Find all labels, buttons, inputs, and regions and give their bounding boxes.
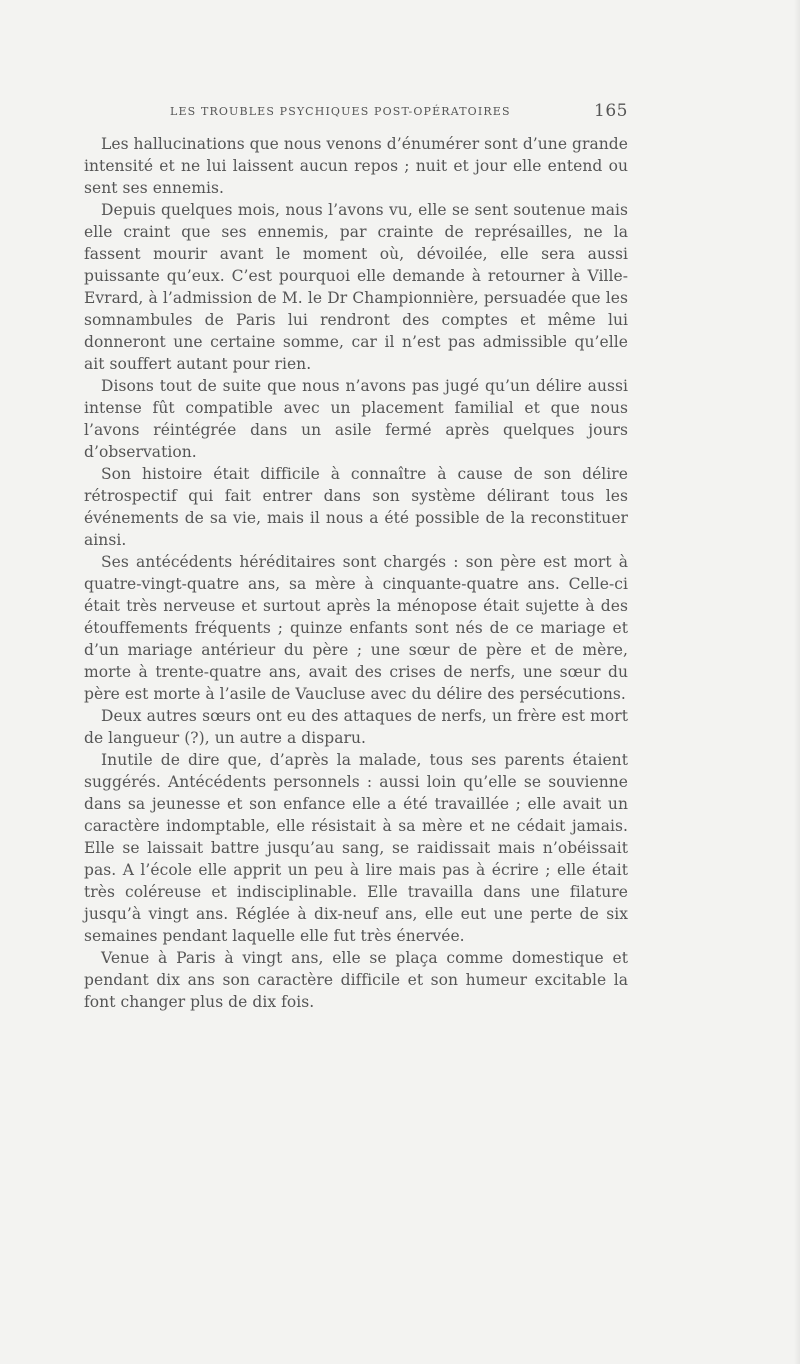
paragraph-hallucinations: Les hallucinations que nous venons d’énumérer sont d’une grande intensité et ne lui laissent aucun repos ; nuit et jour elle entend ou sent ses ennemis. xyxy=(84,135,628,197)
page-number: 165 xyxy=(594,101,628,121)
paragraph-antecedents-hereditaires: Ses antécédents héréditaires sont chargés : son père est mort à quatre-vingt-quatre ans, sa mère à cinquante-quatre ans. Celle-ci était très nerveuse et surtout après la ménopose était sujette à des étouffements fréquents ; quinze enfants sont nés de ce mariage et d’un mariage antérieur du père ; une sœur de père et de mère, morte à trente-quatre ans, avait des crises de nerfs, une sœur du père est morte à l’asile de Vaucluse avec du délire des persécutions. xyxy=(84,553,628,703)
running-head: LES TROUBLES PSYCHIQUES POST-OPÉRATOIRES xyxy=(170,105,511,118)
paragraph-venue-a-paris: Venue à Paris à vingt ans, elle se plaça comme domestique et pendant dix ans son caractère difficile et son humeur excitable la font changer plus de dix fois. xyxy=(84,949,628,1011)
paragraph-deux-autres-soeurs: Deux autres sœurs ont eu des attaques de nerfs, un frère est mort de langueur (?), un autre a disparu. xyxy=(84,707,628,747)
body-text xyxy=(84,133,628,1013)
page-edge-shadow xyxy=(794,0,800,1364)
paragraph-inutile-de-dire: Inutile de dire que, d’après la malade, tous ses parents étaient suggérés. Antécédents personnels : aussi loin qu’elle se souvienne dans sa jeunesse et son enfance elle a été travaillée ; elle avait un caractère indomptable, elle résistait à sa mère et ne cédait jamais. Elle se laissait battre jusqu’au sang, se raidissait mais n’obéissait pas. A l’école elle apprit un peu à lire mais pas à écrire ; elle était très coléreuse et indisciplinable. Elle travailla dans une filature jusqu’à vingt ans. Réglée à dix-neuf ans, elle eut une perte de six semaines pendant laquelle elle fut très énervée. xyxy=(84,751,628,945)
paragraph-son-histoire: Son histoire était difficile à connaître à cause de son délire rétrospectif qui fait entrer dans son système délirant tous les événements de sa vie, mais il nous a été possible de la reconstituer ainsi. xyxy=(84,465,628,549)
paragraph-depuis-quelques-mois: Depuis quelques mois, nous l’avons vu, elle se sent soutenue mais elle craint que ses ennemis, par crainte de représailles, ne la fassent mourir avant le moment où, dévoilée, elle sera aussi puissante qu’eux. C’est pourquoi elle demande à retourner à Ville-Evrard, à l’admission de M. le Dr Championnière, persuadée que les somnambules de Paris lui rendront des comptes et même lui donneront une certaine somme, car il n’est pas admissible qu’elle ait souffert autant pour rien. xyxy=(84,201,628,373)
paragraph-disons-tout-de-suite: Disons tout de suite que nous n’avons pas jugé qu’un délire aussi intense fût compatible avec un placement familial et que nous l’avons réintégrée dans un asile fermé après quelques jours d’observation. xyxy=(84,377,628,461)
page-header xyxy=(170,101,628,123)
